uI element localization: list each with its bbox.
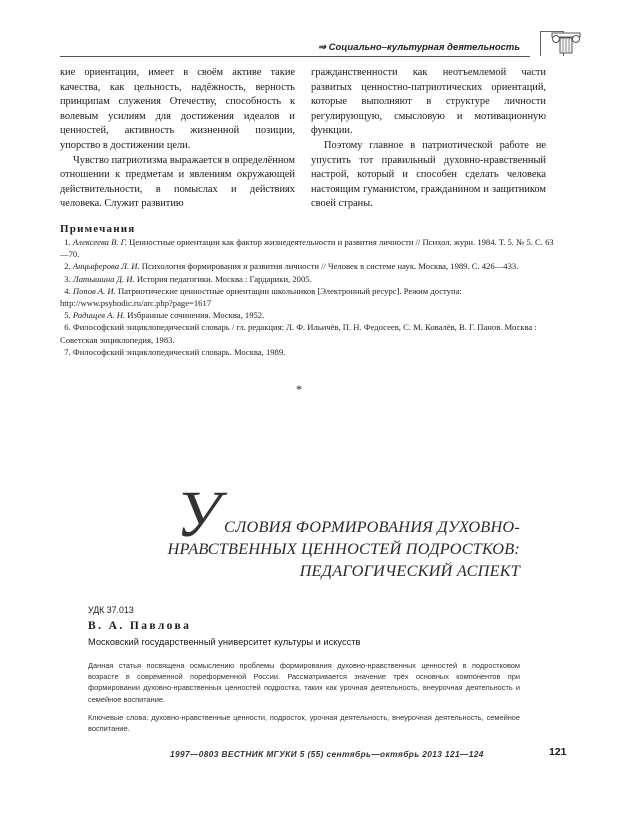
paragraph: гражданственности как неотъемлемой части развитых ценностно-патриотических ориентаций, которые выполняют в структуре личности регулирующую, смысловую и мотивационную функции. — [311, 67, 546, 137]
note-item: 1. Алексеева В. Г. Ценностные ориентации как фактор жизнедеятельности и развития личности // Психол. журн. 1984. Т. 5. № 5. С. 63—70. — [60, 237, 554, 260]
notes-title: Примечания — [60, 223, 136, 235]
paragraph: кие ориентации, имеет в своём активе такие качества, как цельность, надёжность, верность принципам служения Отечеству, способность к волевым усилиям для достижения идеалов и ценностей, активность жизненной позиции, упорство в достижении цели. — [60, 67, 295, 151]
left-column — [60, 66, 295, 212]
note-item: 5. Радищев А. Н. Избранные сочинения. Москва, 1952. — [64, 310, 265, 321]
page-number: 121 — [549, 746, 567, 758]
note-item: 6. Философский энциклопедический словарь / гл. редакция: Л. Ф. Ильичёв, П. Н. Федосеев, С. М. Ковалёв, В. Г. Панов. Москва : Советская энциклопедия, 1983. — [60, 322, 537, 345]
article-title — [150, 516, 520, 582]
note-item: 4. Попов А. И. Патриотические ценностные ориентации школьников [Электронный ресурс]. Режим доступа: http://www.psyhodic.ru/arc.php?page=1617 — [60, 285, 462, 309]
note-item: 7. Философский энциклопедический словарь. Москва, 1989. — [64, 346, 286, 357]
title-line: ПЕДАГОГИЧЕСКИЙ АСПЕКТ — [299, 561, 520, 580]
right-column — [311, 66, 546, 212]
udk-code: УДК 37.013 — [88, 605, 134, 615]
title-line: СЛОВИЯ ФОРМИРОВАНИЯ ДУХОВНО- — [224, 517, 520, 536]
ionic-column-icon — [550, 29, 582, 57]
notes-list — [60, 236, 556, 358]
paragraph: Поэтому главное в патриотической работе не упустить тот правильный духовно-нравственный настрой, который и способен сделать человека настоящим гуманистом, гражданином и защитником своей страны. — [311, 139, 546, 210]
title-initial: У — [176, 478, 221, 551]
title-line: НРАВСТВЕННЫХ ЦЕННОСТЕЙ ПОДРОСТКОВ: — [167, 539, 520, 558]
author-affiliation: Московский государственный университет культуры и искусств — [88, 637, 361, 647]
journal-citation: 1997—0803 ВЕСТНИК МГУКИ 5 (55) сентябрь—октябрь 2013 121—124 — [170, 749, 484, 759]
section-separator: * — [296, 382, 302, 396]
paragraph: Чувство патриотизма выражается в определённом отношении к предметам и явлениям окружающей действительности, в помыслах и действиях человека. Служит развитию — [60, 154, 295, 210]
header-rule — [60, 56, 530, 57]
author-name: В. А. Павлова — [88, 620, 192, 632]
running-header: ⇒ Социально–культурная деятельность — [318, 42, 520, 53]
note-item: 2. Анцыферова Л. И. Психология формирования и развития личности // Человек в системе наук. Москва, 1989. С. 426—433. — [64, 261, 519, 272]
keywords: Ключевые слова: духовно-нравственные ценности, подросток, урочная деятельность, внеурочная деятельность, семейное воспитание. — [88, 713, 520, 734]
abstract: Данная статья посвящена осмыслению проблемы формирования духовно-нравственных ценностей в подростковом возрасте в современной пореформенной России. Рассматривается значение трёх основных компонентов при формировании духовно-нравственных ценностей подростка, таких как урочная деятельность, внеурочная деятельность и семейное воспитание. — [88, 661, 520, 704]
note-item: 3. Латышина Д. И. История педагогики. Москва : Гардарики, 2005. — [64, 273, 312, 284]
